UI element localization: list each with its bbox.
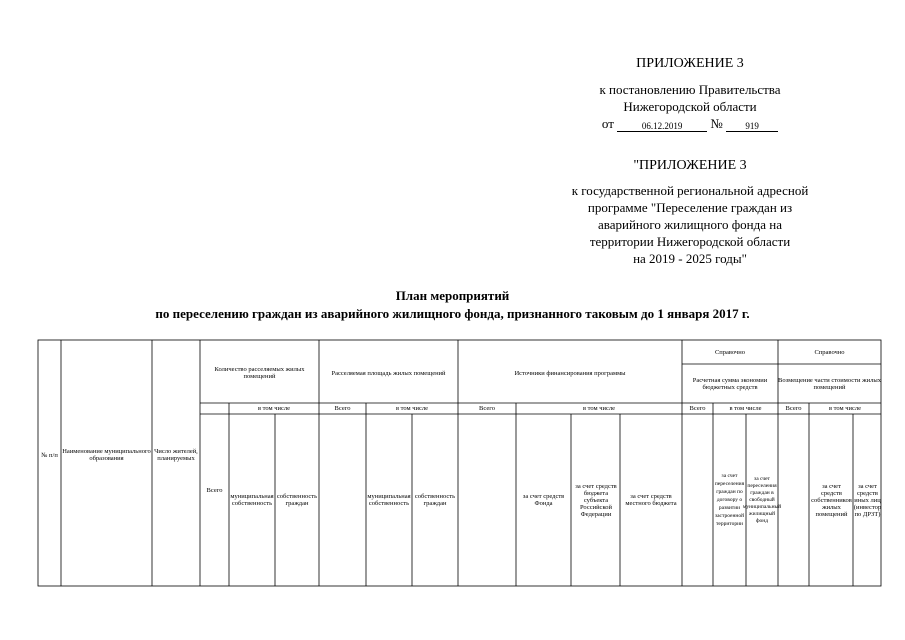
group-reference-2: Справочно (814, 348, 845, 356)
col-residents: Число жителей, планируемых (154, 448, 198, 462)
group-sources: Источники финансирования программы (514, 369, 626, 377)
ref2-investor-funds: за счет средств иных лиц (инвестор по ДРЗТ) (853, 482, 882, 518)
ref1-territory-development: за счет переселения граждан по договору о развитии застроенной территории (714, 473, 745, 527)
decree-number: 919 (726, 121, 778, 132)
group-reference-1: Справочно (714, 348, 746, 356)
area-total: Всего (334, 405, 351, 412)
appendix2-line-3: аварийного жилищного фонда на (598, 217, 782, 232)
area-private: собственность граждан (414, 493, 456, 507)
source-subject-budget: за счет средств бюджета субъекта Российской Федерации (575, 482, 617, 518)
rooms-municipal: муниципальная собственность (230, 493, 274, 507)
appendix2-line-5: на 2019 - 2025 годы" (633, 251, 747, 266)
appendix-line-1: к постановлению Правительства (599, 82, 781, 97)
reference-1-subtitle: Расчетная сумма экономии бюджетных средств (692, 376, 768, 391)
plan-subtitle: по переселению граждан из аварийного жилищного фонда, признанного таковым до 1 января 2017 г. (155, 306, 750, 321)
rooms-total: Всего (206, 486, 223, 494)
area-municipal: муниципальная собственность (367, 493, 411, 507)
rooms-including: в том числе (257, 405, 291, 412)
sources-total: Всего (479, 405, 495, 412)
appendix2-title: "ПРИЛОЖЕНИЕ 3 (633, 158, 747, 173)
area-including: в том числе (395, 405, 429, 412)
source-local-budget: за счет средств местного бюджета (625, 493, 677, 507)
decree-date: 06.12.2019 (617, 121, 707, 132)
reference-2-subtitle: Возмещение части стоимости жилых помещений (778, 376, 881, 391)
appendix2-line-4: территории Нижегородской области (589, 234, 791, 249)
ref1-free-municipal-fund: за счет переселения граждан в свободный муниципальный жилищный фонд (742, 475, 782, 524)
from-label: от (601, 116, 614, 131)
appendix-line-2: Нижегородской области (623, 99, 757, 114)
plan-title: План мероприятий (395, 288, 510, 303)
sources-including: в том числе (582, 405, 616, 412)
ref1-including: в том числе (729, 405, 762, 412)
group-rooms: Количество расселяемых жилых помещений (214, 366, 305, 380)
number-label: № (710, 116, 723, 131)
ref2-total: Всего (785, 405, 802, 412)
source-fund: за счет средств Фонда (522, 493, 565, 507)
col-number: № п/п (41, 451, 58, 459)
ref2-including: в том числе (828, 405, 862, 412)
appendix2-line-1: к государственной региональной адресной (571, 183, 809, 198)
appendix-title: ПРИЛОЖЕНИЕ 3 (636, 56, 744, 71)
group-area: Расселяемая площадь жилых помещений (331, 369, 446, 377)
ref1-total: Всего (689, 405, 706, 412)
col-municipality-name: Наименование муниципального образования (62, 448, 151, 462)
ref2-owners-funds: за счет средств собственников жилых помещений (811, 482, 852, 518)
rooms-private: собственность граждан (276, 493, 318, 507)
appendix2-line-2: программе "Переселение граждан из (587, 200, 793, 215)
